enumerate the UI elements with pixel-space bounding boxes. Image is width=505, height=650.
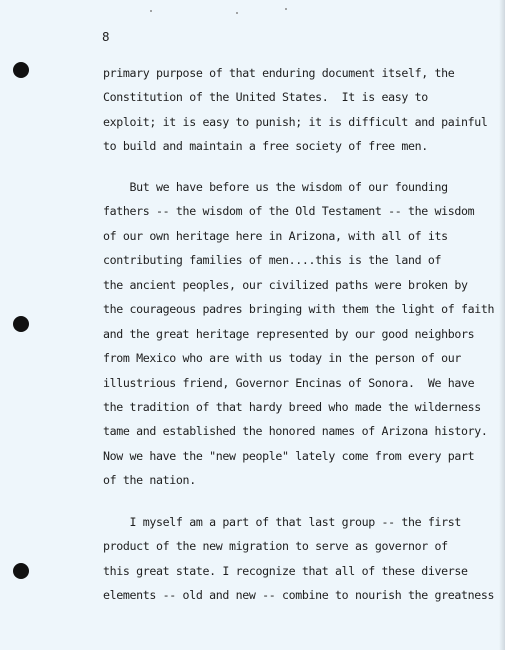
paper-speck bbox=[285, 8, 287, 10]
text-line: Constitution of the United States. It is easy to bbox=[103, 90, 428, 105]
text-line: and the great heritage represented by our good neighbors bbox=[103, 326, 475, 341]
text-line: fathers -- the wisdom of the Old Testament -- the wisdom bbox=[103, 204, 475, 219]
text-line: the tradition of that hardy breed who made the wilderness bbox=[103, 399, 481, 414]
text-line: the ancient peoples, our civilized paths were broken by bbox=[103, 277, 468, 292]
paragraph-2 bbox=[103, 175, 495, 493]
text-line: this great state. I recognize that all of these diverse bbox=[103, 563, 468, 578]
text-line: the courageous padres bringing with them the light of faith bbox=[103, 302, 495, 317]
text-line: of our own heritage here in Arizona, with all of its bbox=[103, 228, 448, 243]
paper-speck bbox=[236, 12, 238, 14]
text-line: primary purpose of that enduring document itself, the bbox=[103, 66, 455, 80]
punch-hole-middle bbox=[13, 316, 29, 332]
text-line: Now we have the "new people" lately come from every part bbox=[103, 448, 475, 463]
text-line: But we have before us the wisdom of our founding bbox=[103, 180, 448, 194]
text-line: tame and established the honored names of Arizona history. bbox=[103, 424, 488, 439]
text-line: to build and maintain a free society of free men. bbox=[103, 139, 428, 154]
page-number: 8 bbox=[102, 29, 110, 44]
paper-speck bbox=[150, 10, 152, 12]
punch-hole-bottom bbox=[13, 563, 29, 579]
punch-hole-top bbox=[13, 62, 29, 78]
text-line: from Mexico who are with us today in the person of our bbox=[103, 351, 462, 366]
text-line: illustrious friend, Governor Encinas of Sonora. We have bbox=[103, 375, 475, 390]
text-line: elements -- old and new -- combine to nourish the greatness bbox=[103, 588, 495, 603]
text-line: product of the new migration to serve as governor of bbox=[103, 539, 448, 554]
text-line: of the nation. bbox=[103, 473, 196, 488]
paragraph-1 bbox=[103, 61, 488, 159]
text-line: contributing families of men....this is the land of bbox=[103, 253, 442, 268]
paragraph-3 bbox=[103, 510, 495, 608]
text-line: I myself am a part of that last group -- the first bbox=[103, 515, 462, 529]
page-edge-shadow bbox=[499, 0, 505, 650]
text-line: exploit; it is easy to punish; it is difficult and painful bbox=[103, 114, 488, 129]
